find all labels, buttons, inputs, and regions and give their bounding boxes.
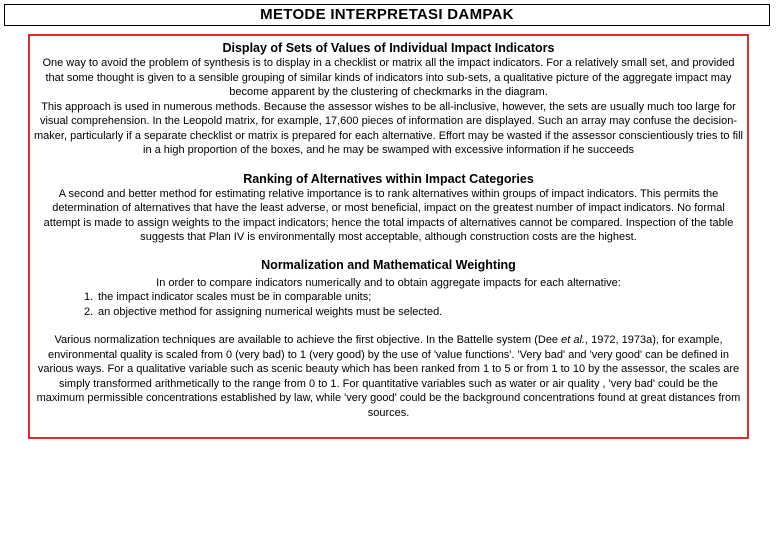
paragraph: One way to avoid the problem of synthesis is to display in a checklist or matrix all the impact indicators. For a relatively small set, and provided that some thought is given to a sensible grouping of similar kinds of indicators into sub-sets, a qualitative picture of the aggregate impact may become apparent by the clustering of checkmarks in the diagram. [42, 57, 735, 98]
content-frame [28, 34, 749, 439]
text-span: , 1972, 1973a), for example, environmental quality is scaled from 0 (very bad) to 1 (very good) by the use of 'value functions'. 'Very bad' and 'very good' can be defined in various ways. For a qualitative variable such as scenic beauty which has been ranked from 1 to 5 or from 1 to 10 by the assessor, the scales are simply transformed arithmetically to the range from 0 to 1. For quantitative variables such as water or air quality , 'very bad' could be the maximum permissible concentrations established by law, while 'very good' could be the background concentrations found at great distances from sources. [36, 334, 741, 419]
section-heading: Ranking of Alternatives within Impact Categories [243, 171, 534, 186]
section-display-of-sets [34, 40, 743, 158]
list-item [84, 305, 743, 320]
section-heading: Normalization and Mathematical Weighting [261, 257, 516, 272]
text-span: Various normalization techniques are available to achieve the first objective. In the Battelle system (Dee [54, 334, 562, 346]
slide-title: METODE INTERPRETASI DAMPAK [4, 4, 770, 26]
section-heading: Display of Sets of Values of Individual Impact Indicators [222, 41, 555, 55]
requirements-list [34, 290, 743, 319]
list-item-text: the impact indicator scales must be in comparable units; [98, 291, 372, 303]
intro-text: In order to compare indicators numerically and to obtain aggregate impacts for each alternative: [156, 276, 621, 289]
list-item-text: an objective method for assigning numerical weights must be selected. [98, 305, 443, 318]
citation-italic: et al. [561, 334, 585, 346]
list-number: 2. [84, 305, 94, 318]
paragraph: A second and better method for estimating relative importance is to rank alternatives within groups of impact indicators. This permits the determination of alternatives that have the least adverse, or most beneficial, impact on the greatest number of impact indicators. No formal attempt is made to assign weights to the impact indicators; hence the total impacts of alternatives cannot be compared. Inspection of the table suggests that Plan IV is environmentally most acceptable, although construction costs are the highest. [43, 187, 734, 243]
paragraph: This approach is used in numerous methods. Because the assessor wishes to be all-inclusive, however, the sets are usually much too large for visual comprehension. In the Leopold matrix, for example, 17,600 pieces of information are displayed. Such an array may confuse the decision-maker, particularly if a separate checklist or matrix is prepared for each alternative. Effort may be wasted if the assessor conscientiously tries to fill in a high proportion of the boxes, and he may be swamped with excessive information if he succeeds [34, 100, 743, 156]
section-ranking-of-alternatives [34, 171, 743, 245]
section-normalization [34, 257, 743, 421]
list-item [84, 290, 743, 305]
paragraph [34, 333, 743, 420]
list-number: 1. [84, 291, 94, 303]
